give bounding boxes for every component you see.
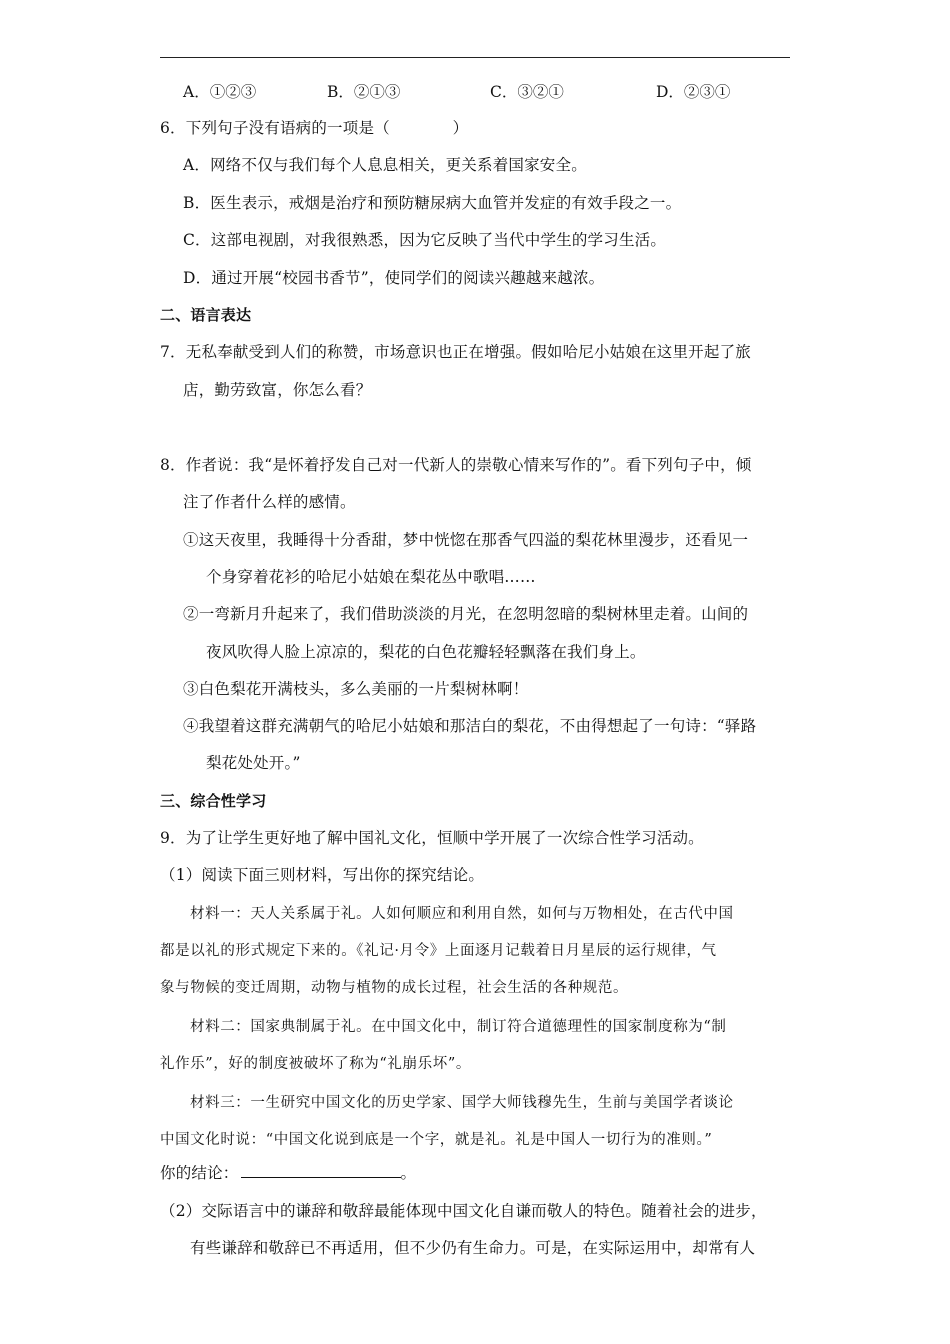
conclusion-line bbox=[160, 1163, 416, 1183]
section-heading-3: 三、综合性学习 bbox=[160, 792, 267, 810]
q8-sentence-4-line-1: ④我望着这群充满朝气的哈尼小姑娘和那洁白的梨花，不由得想起了一句诗：“驿路 bbox=[183, 717, 757, 735]
material-1-line-1: 材料一：天人关系属于礼。人如何顺应和利用自然，如何与万物相处，在古代中国 bbox=[190, 906, 734, 922]
q6-option-b: B．医生表示，戒烟是治疗和预防糖尿病大血管并发症的有效手段之一。 bbox=[183, 194, 682, 212]
material-3-line-1: 材料三：一生研究中国文化的历史学家、国学大师钱穆先生，生前与美国学者谈论 bbox=[190, 1095, 734, 1111]
q6-option-d: D．通过开展“校园书香节”，使同学们的阅读兴趣越来越浓。 bbox=[183, 269, 605, 287]
q8-line-1: 8．作者说：我“是怀着抒发自己对一代新人的崇敬心情来写作的”。看下列句子中，倾 bbox=[160, 456, 752, 474]
header-rule bbox=[160, 57, 790, 58]
conclusion-end: 。 bbox=[400, 1164, 417, 1182]
conclusion-label: 你的结论： bbox=[160, 1164, 239, 1182]
section-heading-2: 二、语言表达 bbox=[160, 306, 252, 324]
q8-sentence-1-line-1: ①这天夜里，我睡得十分香甜，梦中恍惚在那香气四溢的梨花林里漫步，还看见一 bbox=[183, 531, 749, 549]
material-2-line-1: 材料二：国家典制属于礼。在中国文化中，制订符合道德理性的国家制度称为“制 bbox=[190, 1019, 727, 1035]
material-1-line-2: 都是以礼的形式规定下来的。《礼记·月令》上面逐月记载着日月星辰的运行规律，气 bbox=[160, 943, 717, 959]
q5-option-a: A．①②③ bbox=[183, 83, 257, 101]
q9-part-2-line-1: （2）交际语言中的谦辞和敬辞最能体现中国文化自谦而敬人的特色。随着社会的进步， bbox=[160, 1202, 767, 1220]
q6-option-c: C．这部电视剧，对我很熟悉，因为它反映了当代中学生的学习生活。 bbox=[183, 231, 667, 249]
material-3-line-2: 中国文化时说：“中国文化说到底是一个字，就是礼。礼是中国人一切行为的准则。” bbox=[160, 1132, 713, 1148]
q5-option-d: D．②③① bbox=[656, 83, 731, 101]
q9-part-1: （1）阅读下面三则材料，写出你的探究结论。 bbox=[160, 866, 485, 884]
q5-option-b: B．②①③ bbox=[327, 83, 401, 101]
q8-sentence-2-line-2: 夜风吹得人脸上凉凉的，梨花的白色花瓣轻轻飘落在我们身上。 bbox=[206, 643, 646, 661]
q7-line-1: 7．无私奉献受到人们的称赞，市场意识也正在增强。假如哈尼小姑娘在这里开起了旅 bbox=[160, 343, 751, 361]
q9-stem: 9．为了让学生更好地了解中国礼文化，恒顺中学开展了一次综合性学习活动。 bbox=[160, 829, 704, 847]
conclusion-answer-blank[interactable] bbox=[241, 1163, 401, 1178]
q6-option-a: A．网络不仅与我们每个人息息相关，更关系着国家安全。 bbox=[183, 156, 587, 174]
q9-part-2-line-2: 有些谦辞和敬辞已不再适用，但不少仍有生命力。可是，在实际运用中，却常有人 bbox=[190, 1239, 756, 1257]
q8-line-2: 注了作者什么样的感情。 bbox=[183, 493, 356, 511]
material-2-line-2: 礼作乐”，好的制度被破坏了称为“礼崩乐坏”。 bbox=[160, 1056, 471, 1072]
q7-line-2: 店，勤劳致富，你怎么看？ bbox=[183, 381, 372, 399]
q8-sentence-2-line-1: ②一弯新月升起来了，我们借助淡淡的月光，在忽明忽暗的梨树林里走着。山间的 bbox=[183, 605, 749, 623]
q6-stem: 6．下列句子没有语病的一项是（ ） bbox=[160, 119, 469, 137]
q8-sentence-1-line-2: 个身穿着花衫的哈尼小姑娘在梨花丛中歌唱…… bbox=[206, 568, 536, 586]
material-1-line-3: 象与物候的变迁周期，动物与植物的成长过程，社会生活的各种规范。 bbox=[160, 980, 629, 996]
q8-sentence-4-line-2: 梨花处处开。” bbox=[206, 754, 301, 772]
q8-sentence-3: ③白色梨花开满枝头，多么美丽的一片梨树林啊！ bbox=[183, 680, 529, 698]
q5-option-c: C．③②① bbox=[490, 83, 564, 101]
